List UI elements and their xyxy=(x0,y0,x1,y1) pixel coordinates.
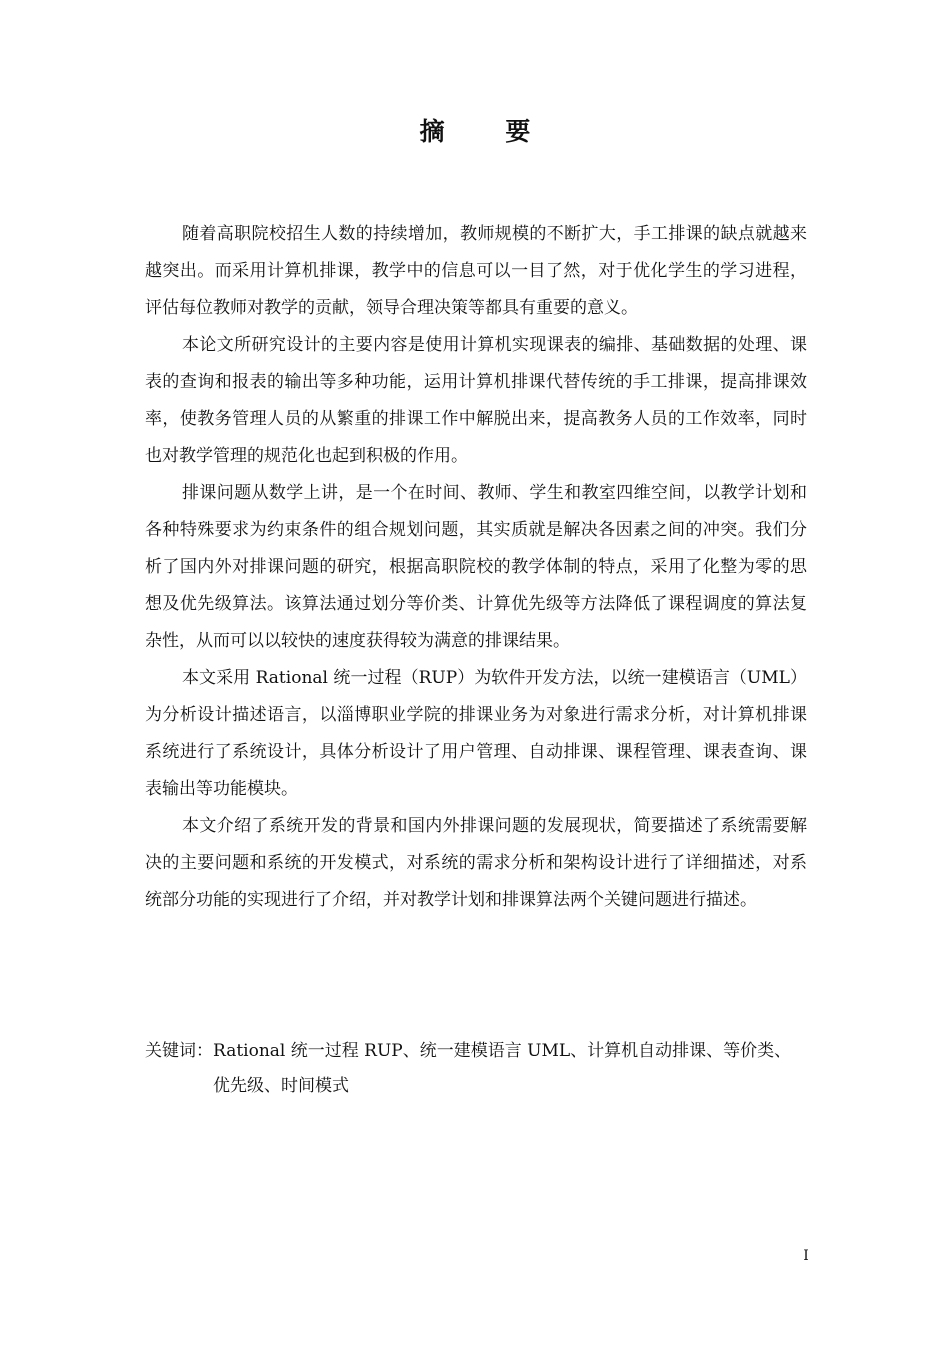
page-number: I xyxy=(803,1248,809,1264)
abstract-paragraph-3: 排课问题从数学上讲，是一个在时间、教师、学生和教室四维空间，以教学计划和各种特殊要求为约束条件的组合规划问题，其实质就是解决各因素之间的冲突。我们分析了国内外对排课问题的研究，根据高职院校的教学体制的特点，采用了化整为零的思想及优先级算法。该算法通过划分等价类、计算优先级等方法降低了课程调度的算法复杂性，从而可以以较快的速度获得较为满意的排课结果。 xyxy=(145,483,807,651)
keywords-text: Rational 统一过程 RUP、统一建模语言 UML、计算机自动排课、等价类、优先级、时间模式 xyxy=(213,1041,792,1096)
abstract-paragraph-5: 本文介绍了系统开发的背景和国内外排课问题的发展现状，简要描述了系统需要解决的主要问题和系统的开发模式，对系统的需求分析和架构设计进行了详细描述，对系统部分功能的实现进行了介绍，并对教学计划和排课算法两个关键问题进行描述。 xyxy=(145,816,807,910)
abstract-paragraph-4: 本文采用 Rational 统一过程（RUP）为软件开发方法，以统一建模语言（UML）为分析设计描述语言，以淄博职业学院的排课业务为对象进行需求分析，对计算机排课系统进行了系统设计，具体分析设计了用户管理、自动排课、课程管理、课表查询、课表输出等功能模块。 xyxy=(145,668,807,799)
keywords-section xyxy=(145,1034,807,1104)
abstract-title: 摘 要 xyxy=(419,117,557,146)
abstract-paragraph-1: 随着高职院校招生人数的持续增加，教师规模的不断扩大，手工排课的缺点就越来越突出。而采用计算机排课，教学中的信息可以一目了然，对于优化学生的学习进程，评估每位教师对教学的贡献，领导合理决策等都具有重要的意义。 xyxy=(145,224,807,318)
abstract-body xyxy=(145,216,807,919)
keywords-label: 关键词： xyxy=(145,1041,213,1061)
abstract-paragraph-2: 本论文所研究设计的主要内容是使用计算机实现课表的编排、基础数据的处理、课表的查询和报表的输出等多种功能，运用计算机排课代替传统的手工排课，提高排课效率，使教务管理人员的从繁重的排课工作中解脱出来，提高教务人员的工作效率，同时也对教学管理的规范化也起到积极的作用。 xyxy=(145,335,807,466)
